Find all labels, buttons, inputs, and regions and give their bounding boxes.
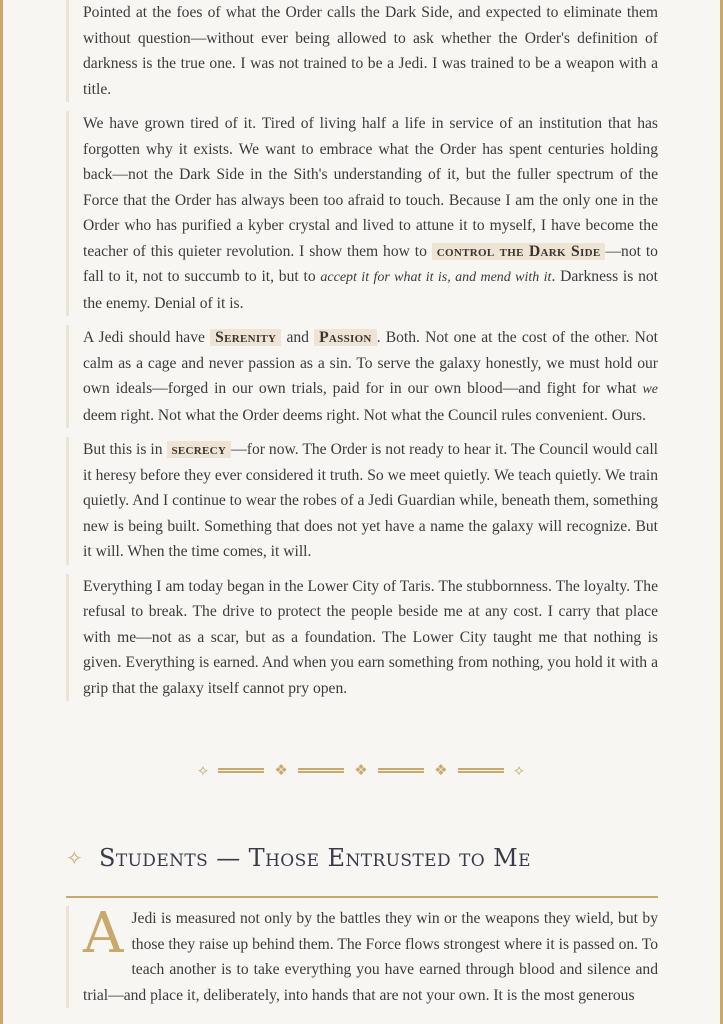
emphasis-text: accept it for what it is, and mend with it: [320, 270, 552, 285]
paragraph: Pointed at the foes of what the Order calls the Dark Side, and expected to eliminate them without question—without ever being allowed to ask whether the Order's definition of darkness is the true one. I was not trained to be a Jedi. I was trained to be a weapon with a title.: [66, 0, 658, 102]
highlight-term: Passion: [314, 329, 377, 346]
page-border-left: [0, 0, 3, 1024]
diamond-icon: ❖: [274, 761, 288, 779]
paragraph: But this is in secrecy —for now. The Order is not ready to hear it. The Council would call it heresy before they ever considered it truth. So we meet quietly. We teach quietly. We train quietly. And I continue to wear the robes of a Jedi Guardian while, beneath them, something new is being built. Something that does not yet have a name the galaxy will recognize. But it will. When the time comes, it will.: [66, 437, 658, 565]
diamond-icon: ❖: [434, 761, 448, 779]
section-heading: [66, 842, 658, 898]
section-title: Students — Those Entrusted to Me: [99, 844, 531, 872]
article-body: [66, 0, 658, 710]
section-divider: [198, 760, 524, 780]
highlight-term: Serenity: [210, 329, 281, 346]
diamond-end-icon: ⟡: [514, 761, 524, 779]
paragraph: We have grown tired of it. Tired of living half a life in service of an institution that has forgotten why it exists. We want to embrace what the Order has spent centuries holding back—not the Dark Side in the Sith's understanding of it, but the fuller spectrum of the Force that the Order has always been too afraid to touch. Because I am the only one in the Order who has purified a kyber crystal and lived to attune it to myself, I have become the teacher of this quieter revolution. I show them how to control the Dark Side —not to fall to it, not to succumb to it, but to accept it for what it is, and mend with it. Darkness is not the enemy. Denial of it is.: [66, 111, 658, 316]
divider-line: [218, 768, 264, 773]
diamond-end-icon: ⟡: [198, 761, 208, 779]
highlight-term: control the Dark Side: [432, 243, 606, 260]
highlight-term: secrecy: [167, 441, 232, 458]
paragraph: Everything I am today began in the Lower City of Taris. The stubbornness. The loyalty. The refusal to break. The drive to protect the people beside me at any cost. I carry that place with me—not as a scar, but as a foundation. The Lower City taught me that nothing is given. Everything is earned. And when you earn something from nothing, you hold it with a grip that the galaxy itself cannot pry open.: [66, 574, 658, 702]
lead-paragraph: A Jedi is measured not only by the battles they win or the weapons they wield, but by those they raise up behind them. The Force flows strongest where it is passed on. To teach another is to take everything you have earned through blood and silence and trial—and place it, deliberately, into hands that are not your own. It is the most generous: [66, 906, 658, 1008]
diamond-icon: ❖: [354, 761, 368, 779]
paragraph: A Jedi should have Serenity and Passion . Both. Not one at the cost of the other. Not calm as a cage and never passion as a sin. To serve the galaxy honestly, we must hold our own ideals—forged in our own trials, paid for in our own blood—and fight for what we deem right. Not what the Order deems right. Not what the Council rules convenient. Ours.: [66, 325, 658, 428]
divider-line: [378, 768, 424, 773]
sparkle-icon: ✧: [66, 846, 83, 870]
divider-line: [458, 768, 504, 773]
divider-line: [298, 768, 344, 773]
emphasis-text: we: [642, 382, 658, 397]
drop-cap: A: [83, 901, 124, 966]
